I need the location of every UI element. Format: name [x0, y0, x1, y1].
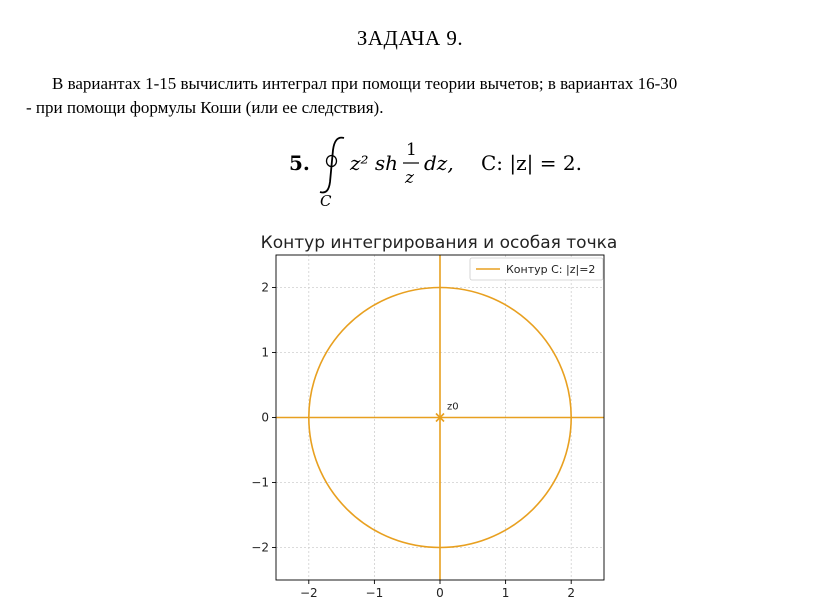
y-tick-label: 1 — [261, 345, 269, 360]
y-tick-label: 0 — [261, 410, 269, 425]
x-tick-label: −2 — [299, 586, 318, 600]
page-title: ЗАДАЧА 9. — [356, 26, 464, 50]
contour-chart — [0, 220, 820, 608]
instruction-line-2: - при помощи формулы Коши (или ее следствия). — [26, 98, 384, 117]
x-tick-label: −1 — [365, 586, 384, 600]
y-tick-label: −2 — [251, 540, 269, 555]
legend-label: Контур C: |z|=2 — [506, 263, 596, 276]
task-instruction — [26, 72, 794, 120]
instruction-line-1: В вариантах 1-15 вычислить интеграл при помощи теории вычетов; в вариантах 16-30 — [52, 74, 678, 93]
differential: dz, — [424, 151, 454, 175]
chart-title: Контур интегрирования и особая точка — [260, 233, 618, 253]
integral-sign — [320, 138, 344, 193]
singular-point-label: z0 — [447, 401, 459, 413]
integrand: z² sh — [350, 151, 399, 175]
y-tick-label: 2 — [261, 280, 269, 295]
problem-formula — [0, 132, 820, 212]
problem-number: 5. — [289, 151, 310, 175]
chart-legend — [470, 258, 603, 280]
x-tick-label: 0 — [436, 586, 444, 600]
integral-contour-label: C — [320, 192, 332, 210]
chart-ticks — [251, 281, 575, 601]
contour-condition: C: |z| = 2. — [481, 151, 582, 175]
x-tick-label: 2 — [567, 586, 576, 600]
chart-marks — [276, 255, 604, 580]
fraction-numerator: 1 — [406, 140, 417, 160]
x-tick-label: 1 — [501, 586, 510, 600]
fraction-denominator: z — [405, 168, 414, 188]
y-tick-label: −1 — [251, 475, 269, 490]
